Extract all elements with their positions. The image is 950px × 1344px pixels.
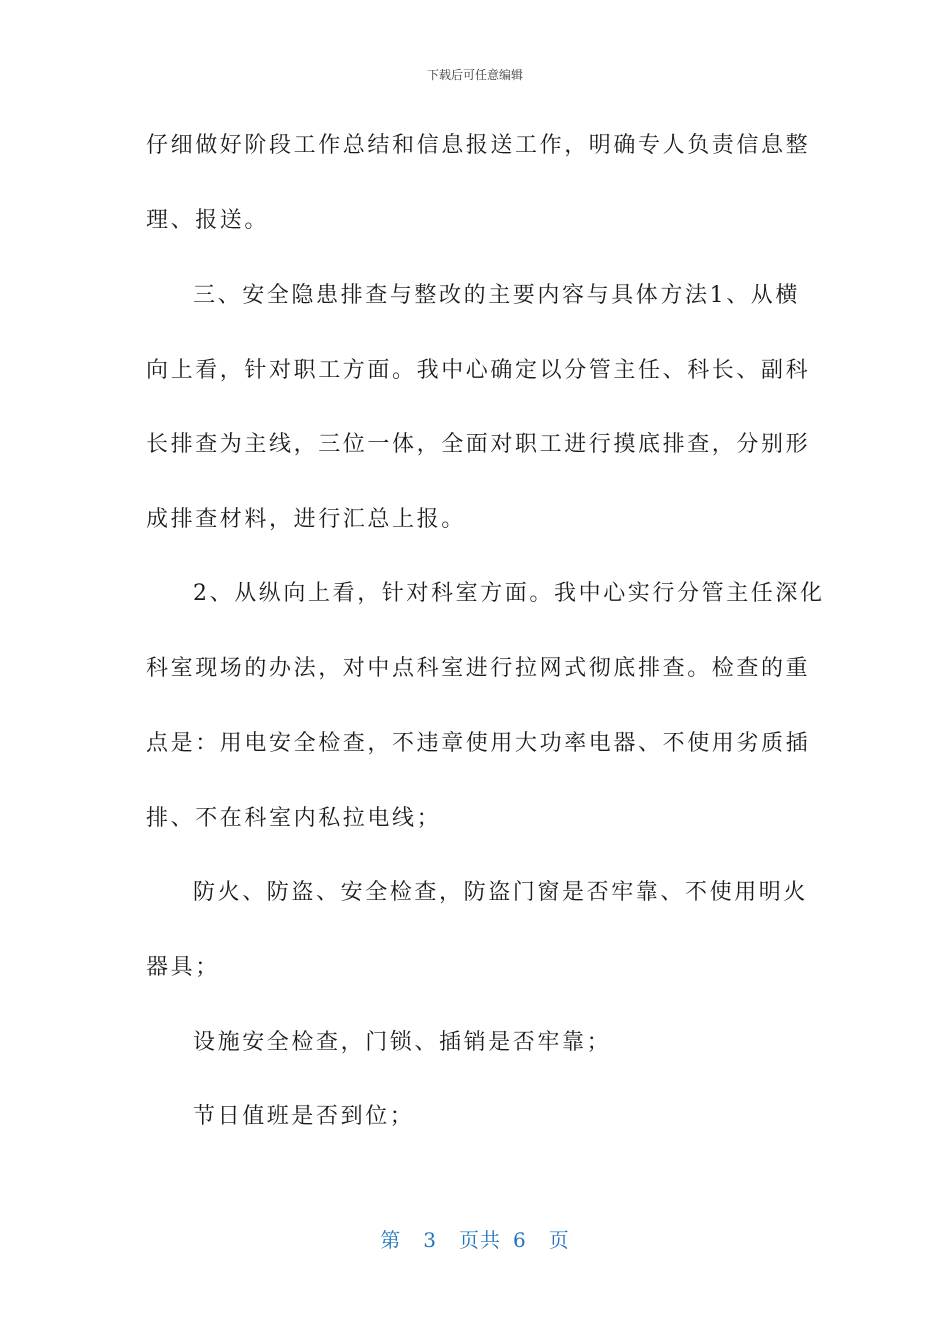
paragraph-3-line-2: 科室现场的办法，对中点科室进行拉网式彻底排查。检查的重 — [146, 656, 811, 681]
paragraph-6-line-1: 节日值班是否到位； — [193, 1104, 415, 1129]
paragraph-4-line-2: 器具； — [146, 955, 220, 980]
footer-prefix: 第 — [380, 1228, 402, 1252]
footer-middle: 页共 — [459, 1228, 501, 1252]
paragraph-3-line-3: 点是：用电安全检查，不违章使用大功率电器、不使用劣质插 — [146, 731, 811, 756]
paragraph-2-line-2: 向上看，针对职工方面。我中心确定以分管主任、科长、副科 — [146, 358, 811, 383]
paragraph-1-line-2: 理、报送。 — [146, 208, 270, 233]
paragraph-3-line-4: 排、不在科室内私拉电线； — [146, 806, 442, 831]
footer-total-pages: 6 — [513, 1228, 527, 1252]
paragraph-5-line-1: 设施安全检查，门锁、插销是否牢靠； — [193, 1030, 612, 1055]
footer-current-page: 3 — [423, 1228, 437, 1252]
footer-suffix: 页 — [548, 1228, 570, 1252]
paragraph-4-line-1: 防火、防盗、安全检查，防盗门窗是否牢靠、不使用明火 — [193, 880, 809, 905]
paragraph-2-line-4: 成排查材料，进行汇总上报。 — [146, 507, 466, 532]
paragraph-2-line-3: 长排查为主线，三位一体，全面对职工进行摸底排查，分别形 — [146, 432, 811, 457]
page-header: 下载后可任意编辑 — [426, 68, 523, 82]
paragraph-1-line-1: 仔细做好阶段工作总结和信息报送工作，明确专人负责信息整 — [146, 133, 811, 158]
page-footer — [0, 1224, 950, 1253]
paragraph-3-line-1: 2、从纵向上看，针对科室方面。我中心实行分管主任深化 — [193, 581, 825, 606]
paragraph-2-line-1: 三、安全隐患排查与整改的主要内容与具体方法1、从横 — [193, 283, 800, 308]
